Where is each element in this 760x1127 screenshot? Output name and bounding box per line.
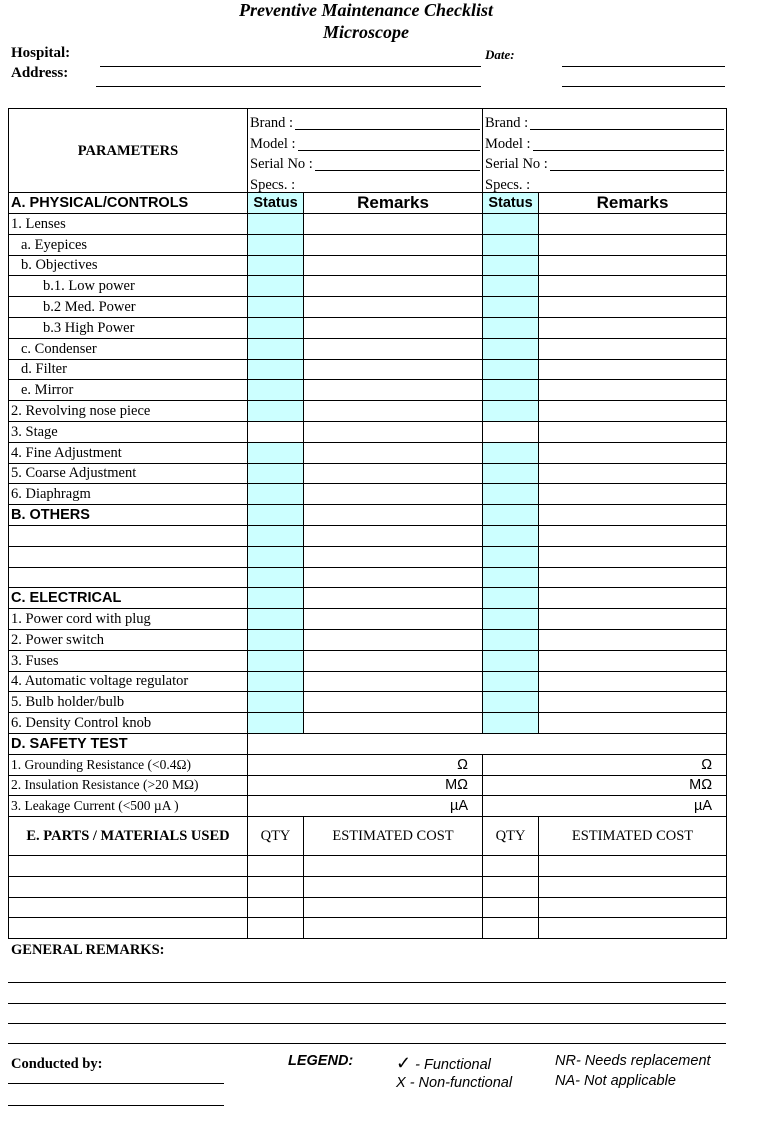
- checklist-row: [9, 421, 727, 442]
- item-label: b.3 High Power: [9, 317, 248, 338]
- remarks-cell[interactable]: [539, 609, 727, 630]
- item-label: b.2 Med. Power: [9, 297, 248, 318]
- measurement-cell[interactable]: µA: [483, 796, 727, 817]
- status-cell[interactable]: [483, 213, 539, 234]
- remarks-cell[interactable]: [539, 588, 727, 609]
- qty-header: QTY: [483, 817, 539, 856]
- checklist-row: [9, 671, 727, 692]
- checklist-row: [9, 338, 727, 359]
- status-cell[interactable]: [483, 442, 539, 463]
- status-cell[interactable]: [248, 255, 304, 276]
- status-cell[interactable]: [248, 401, 304, 422]
- qty-cell[interactable]: [248, 918, 304, 939]
- status-cell[interactable]: [248, 442, 304, 463]
- section-a-title: A. PHYSICAL/CONTROLS: [9, 193, 248, 214]
- status-cell[interactable]: [483, 505, 539, 526]
- blank-row: [9, 525, 727, 546]
- remarks-cell[interactable]: [304, 317, 483, 338]
- parameters-header: PARAMETERS: [9, 109, 248, 193]
- status-cell[interactable]: [248, 609, 304, 630]
- remarks-cell[interactable]: [539, 442, 727, 463]
- status-cell[interactable]: [483, 338, 539, 359]
- item-label: 4. Fine Adjustment: [9, 442, 248, 463]
- status-cell[interactable]: [483, 713, 539, 734]
- remarks-cell[interactable]: [539, 567, 727, 588]
- date-label: Date:: [485, 47, 515, 62]
- item-label: 2. Revolving nose piece: [9, 401, 248, 422]
- checklist-table: [8, 108, 727, 939]
- legend-functional-text: - Functional: [415, 1057, 491, 1073]
- legend-nonfunctional: X - Non-functional: [396, 1075, 513, 1091]
- remarks-cell[interactable]: [304, 297, 483, 318]
- status-cell[interactable]: [483, 588, 539, 609]
- checklist-row: [9, 484, 727, 505]
- item-label: e. Mirror: [9, 380, 248, 401]
- conducted-by-field-2[interactable]: [8, 1105, 224, 1106]
- item-label: 6. Diaphragm: [9, 484, 248, 505]
- remarks-line-1[interactable]: [8, 982, 726, 983]
- remarks-cell[interactable]: [539, 484, 727, 505]
- remarks-cell[interactable]: [539, 692, 727, 713]
- item-label: 4. Automatic voltage regulator: [9, 671, 248, 692]
- specs-field[interactable]: [297, 176, 480, 192]
- item-label: [9, 525, 248, 546]
- parts-row: [9, 856, 727, 877]
- unit-info-row: [9, 109, 727, 193]
- remarks-cell[interactable]: [539, 463, 727, 484]
- status-cell[interactable]: [248, 317, 304, 338]
- status-cell[interactable]: [248, 463, 304, 484]
- remarks-cell[interactable]: [304, 401, 483, 422]
- remarks-cell[interactable]: [539, 671, 727, 692]
- cost-cell[interactable]: [539, 897, 727, 918]
- remarks-line-4[interactable]: [8, 1043, 726, 1044]
- qty-cell[interactable]: [248, 876, 304, 897]
- brand-label: Brand :: [250, 114, 294, 131]
- section-d-blank: [248, 733, 727, 754]
- status-cell[interactable]: [248, 629, 304, 650]
- status-cell[interactable]: [248, 297, 304, 318]
- cost-cell[interactable]: [539, 876, 727, 897]
- cost-cell[interactable]: [304, 897, 483, 918]
- qty-cell[interactable]: [483, 876, 539, 897]
- safety-test-row: [9, 775, 727, 796]
- remarks-cell[interactable]: [539, 629, 727, 650]
- status-cell[interactable]: [248, 213, 304, 234]
- document-title: Preventive Maintenance Checklist: [239, 0, 493, 20]
- item-label: c. Condenser: [9, 338, 248, 359]
- status-cell[interactable]: [248, 713, 304, 734]
- checklist-row: [9, 213, 727, 234]
- brand-label: Brand :: [485, 114, 529, 131]
- section-a-header-row: [9, 193, 727, 214]
- cost-header: ESTIMATED COST: [304, 817, 483, 856]
- cost-cell[interactable]: [304, 876, 483, 897]
- conducted-by-label: Conducted by:: [11, 1056, 103, 1072]
- remarks-cell[interactable]: [304, 234, 483, 255]
- safety-test-label: 1. Grounding Resistance (<0.4Ω): [9, 754, 248, 775]
- remarks-cell[interactable]: [539, 525, 727, 546]
- part-name-cell[interactable]: [9, 897, 248, 918]
- serial-field[interactable]: [550, 154, 724, 171]
- section-e-title: E. PARTS / MATERIALS USED: [9, 817, 248, 856]
- measurement-cell[interactable]: Ω: [483, 754, 727, 775]
- item-label: d. Filter: [9, 359, 248, 380]
- status-cell[interactable]: [248, 234, 304, 255]
- remarks-cell[interactable]: [304, 463, 483, 484]
- section-b-title: B. OTHERS: [9, 505, 248, 526]
- remarks-cell[interactable]: [304, 255, 483, 276]
- item-label: [9, 546, 248, 567]
- status-cell[interactable]: [483, 234, 539, 255]
- brand-field[interactable]: [530, 113, 724, 130]
- safety-test-label: 3. Leakage Current (<500 µA ): [9, 796, 248, 817]
- remarks-header: Remarks: [304, 193, 483, 214]
- section-c-header-row: [9, 588, 727, 609]
- remarks-cell[interactable]: [304, 567, 483, 588]
- date-field[interactable]: [562, 66, 725, 67]
- section-d-header-row: [9, 733, 727, 754]
- status-cell[interactable]: [248, 276, 304, 297]
- qty-header: QTY: [248, 817, 304, 856]
- item-label: 5. Coarse Adjustment: [9, 463, 248, 484]
- item-label: b.1. Low power: [9, 276, 248, 297]
- status-cell[interactable]: [483, 629, 539, 650]
- remarks-header: Remarks: [539, 193, 727, 214]
- checklist-row: [9, 276, 727, 297]
- item-label: 1. Power cord with plug: [9, 609, 248, 630]
- status-cell[interactable]: [483, 692, 539, 713]
- part-name-cell[interactable]: [9, 876, 248, 897]
- checklist-row: [9, 463, 727, 484]
- qty-cell[interactable]: [483, 897, 539, 918]
- item-label: 3. Stage: [9, 421, 248, 442]
- checklist-row: [9, 317, 727, 338]
- checklist-row: [9, 713, 727, 734]
- status-cell[interactable]: [248, 525, 304, 546]
- specs-label: Specs. :: [250, 177, 296, 193]
- legend-nr: NR- Needs replacement: [555, 1053, 711, 1069]
- remarks-cell[interactable]: [539, 234, 727, 255]
- checklist-row: [9, 255, 727, 276]
- status-cell[interactable]: [248, 567, 304, 588]
- model-field[interactable]: [298, 134, 481, 151]
- remarks-cell[interactable]: [304, 692, 483, 713]
- address-label: Address:: [11, 65, 69, 81]
- hospital-label: Hospital:: [11, 45, 71, 61]
- status-cell[interactable]: [483, 671, 539, 692]
- part-name-cell[interactable]: [9, 856, 248, 877]
- remarks-cell[interactable]: [304, 546, 483, 567]
- remarks-line-3[interactable]: [8, 1023, 726, 1024]
- address-field[interactable]: [96, 86, 481, 87]
- legend-na: NA- Not applicable: [555, 1073, 676, 1089]
- status-cell[interactable]: [248, 505, 304, 526]
- remarks-cell[interactable]: [304, 588, 483, 609]
- status-cell[interactable]: [483, 484, 539, 505]
- safety-test-row: [9, 754, 727, 775]
- status-cell[interactable]: [483, 567, 539, 588]
- document-subtitle: Microscope: [323, 22, 409, 42]
- general-remarks-label: GENERAL REMARKS:: [11, 942, 165, 958]
- remarks-cell[interactable]: [539, 317, 727, 338]
- remarks-cell[interactable]: [304, 609, 483, 630]
- remarks-cell[interactable]: [539, 505, 727, 526]
- safety-test-label: 2. Insulation Resistance (>20 MΩ): [9, 775, 248, 796]
- item-label: 1. Lenses: [9, 213, 248, 234]
- qty-cell[interactable]: [483, 856, 539, 877]
- blank-row: [9, 546, 727, 567]
- remarks-cell[interactable]: [304, 276, 483, 297]
- status-cell[interactable]: [483, 380, 539, 401]
- qty-cell[interactable]: [483, 918, 539, 939]
- part-name-cell[interactable]: [9, 918, 248, 939]
- model-label: Model :: [485, 135, 531, 152]
- section-b-header-row: [9, 505, 727, 526]
- measurement-cell[interactable]: MΩ: [248, 775, 483, 796]
- status-cell[interactable]: [483, 546, 539, 567]
- item-label: [9, 567, 248, 588]
- status-cell[interactable]: [248, 380, 304, 401]
- remarks-cell[interactable]: [304, 713, 483, 734]
- remarks-cell[interactable]: [539, 713, 727, 734]
- checklist-row: [9, 380, 727, 401]
- remarks-cell[interactable]: [304, 213, 483, 234]
- remarks-cell[interactable]: [539, 359, 727, 380]
- section-d-title: D. SAFETY TEST: [9, 733, 248, 754]
- status-cell[interactable]: [483, 421, 539, 442]
- remarks-line-2[interactable]: [8, 1003, 726, 1004]
- status-header: Status: [248, 193, 304, 214]
- brand-field[interactable]: [295, 113, 480, 130]
- remarks-cell[interactable]: [539, 338, 727, 359]
- remarks-cell[interactable]: [304, 505, 483, 526]
- cost-cell[interactable]: [539, 918, 727, 939]
- item-label: 6. Density Control knob: [9, 713, 248, 734]
- remarks-cell[interactable]: [304, 629, 483, 650]
- status-cell[interactable]: [483, 525, 539, 546]
- remarks-cell[interactable]: [539, 401, 727, 422]
- serial-label: Serial No :: [250, 156, 313, 173]
- unit-1-info: [248, 109, 483, 193]
- date-field-2[interactable]: [562, 86, 725, 87]
- status-cell[interactable]: [483, 609, 539, 630]
- qty-cell[interactable]: [248, 856, 304, 877]
- check-icon: ✓: [396, 1053, 412, 1073]
- remarks-cell[interactable]: [304, 421, 483, 442]
- qty-cell[interactable]: [248, 897, 304, 918]
- specs-field[interactable]: [532, 176, 724, 192]
- remarks-cell[interactable]: [539, 276, 727, 297]
- item-label: a. Eyepices: [9, 234, 248, 255]
- status-cell[interactable]: [248, 671, 304, 692]
- remarks-cell[interactable]: [539, 297, 727, 318]
- remarks-cell[interactable]: [304, 338, 483, 359]
- status-cell[interactable]: [483, 317, 539, 338]
- remarks-cell[interactable]: [304, 525, 483, 546]
- blank-row: [9, 567, 727, 588]
- remarks-cell[interactable]: [304, 671, 483, 692]
- status-header: Status: [483, 193, 539, 214]
- legend-title: LEGEND:: [288, 1053, 354, 1069]
- serial-label: Serial No :: [485, 156, 548, 173]
- remarks-cell[interactable]: [539, 546, 727, 567]
- measurement-cell[interactable]: µA: [248, 796, 483, 817]
- status-cell[interactable]: [248, 650, 304, 671]
- remarks-cell[interactable]: [539, 421, 727, 442]
- remarks-cell[interactable]: [304, 359, 483, 380]
- safety-test-row: [9, 796, 727, 817]
- status-cell[interactable]: [483, 255, 539, 276]
- measurement-cell[interactable]: Ω: [248, 754, 483, 775]
- status-cell[interactable]: [248, 692, 304, 713]
- status-cell[interactable]: [483, 276, 539, 297]
- checklist-row: [9, 692, 727, 713]
- remarks-cell[interactable]: [539, 213, 727, 234]
- item-label: b. Objectives: [9, 255, 248, 276]
- checklist-row: [9, 629, 727, 650]
- remarks-cell[interactable]: [304, 380, 483, 401]
- model-field[interactable]: [533, 134, 725, 151]
- item-label: 2. Power switch: [9, 629, 248, 650]
- status-cell[interactable]: [483, 359, 539, 380]
- legend-functional: [396, 1053, 491, 1074]
- parts-row: [9, 897, 727, 918]
- remarks-cell[interactable]: [539, 255, 727, 276]
- remarks-cell[interactable]: [539, 650, 727, 671]
- checklist-row: [9, 401, 727, 422]
- measurement-cell[interactable]: MΩ: [483, 775, 727, 796]
- item-label: 3. Fuses: [9, 650, 248, 671]
- serial-field[interactable]: [315, 154, 480, 171]
- status-cell[interactable]: [483, 297, 539, 318]
- section-c-title: C. ELECTRICAL: [9, 588, 248, 609]
- remarks-cell[interactable]: [304, 442, 483, 463]
- checklist-row: [9, 650, 727, 671]
- cost-cell[interactable]: [304, 918, 483, 939]
- item-label: 5. Bulb holder/bulb: [9, 692, 248, 713]
- parts-row: [9, 918, 727, 939]
- checklist-row: [9, 359, 727, 380]
- status-cell[interactable]: [483, 650, 539, 671]
- hospital-field[interactable]: [100, 66, 481, 67]
- status-cell[interactable]: [248, 421, 304, 442]
- cost-cell[interactable]: [304, 856, 483, 877]
- checklist-row: [9, 297, 727, 318]
- status-cell[interactable]: [248, 484, 304, 505]
- model-label: Model :: [250, 135, 296, 152]
- cost-header: ESTIMATED COST: [539, 817, 727, 856]
- status-cell[interactable]: [483, 463, 539, 484]
- remarks-cell[interactable]: [304, 484, 483, 505]
- remarks-cell[interactable]: [304, 650, 483, 671]
- status-cell[interactable]: [248, 359, 304, 380]
- status-cell[interactable]: [483, 401, 539, 422]
- parts-row: [9, 876, 727, 897]
- conducted-by-field[interactable]: [8, 1083, 224, 1084]
- status-cell[interactable]: [248, 546, 304, 567]
- checklist-row: [9, 442, 727, 463]
- checklist-row: [9, 234, 727, 255]
- specs-label: Specs. :: [485, 177, 531, 193]
- checklist-row: [9, 609, 727, 630]
- cost-cell[interactable]: [539, 856, 727, 877]
- unit-2-info: [483, 109, 727, 193]
- status-cell[interactable]: [248, 588, 304, 609]
- remarks-cell[interactable]: [539, 380, 727, 401]
- status-cell[interactable]: [248, 338, 304, 359]
- section-e-header-row: [9, 817, 727, 856]
